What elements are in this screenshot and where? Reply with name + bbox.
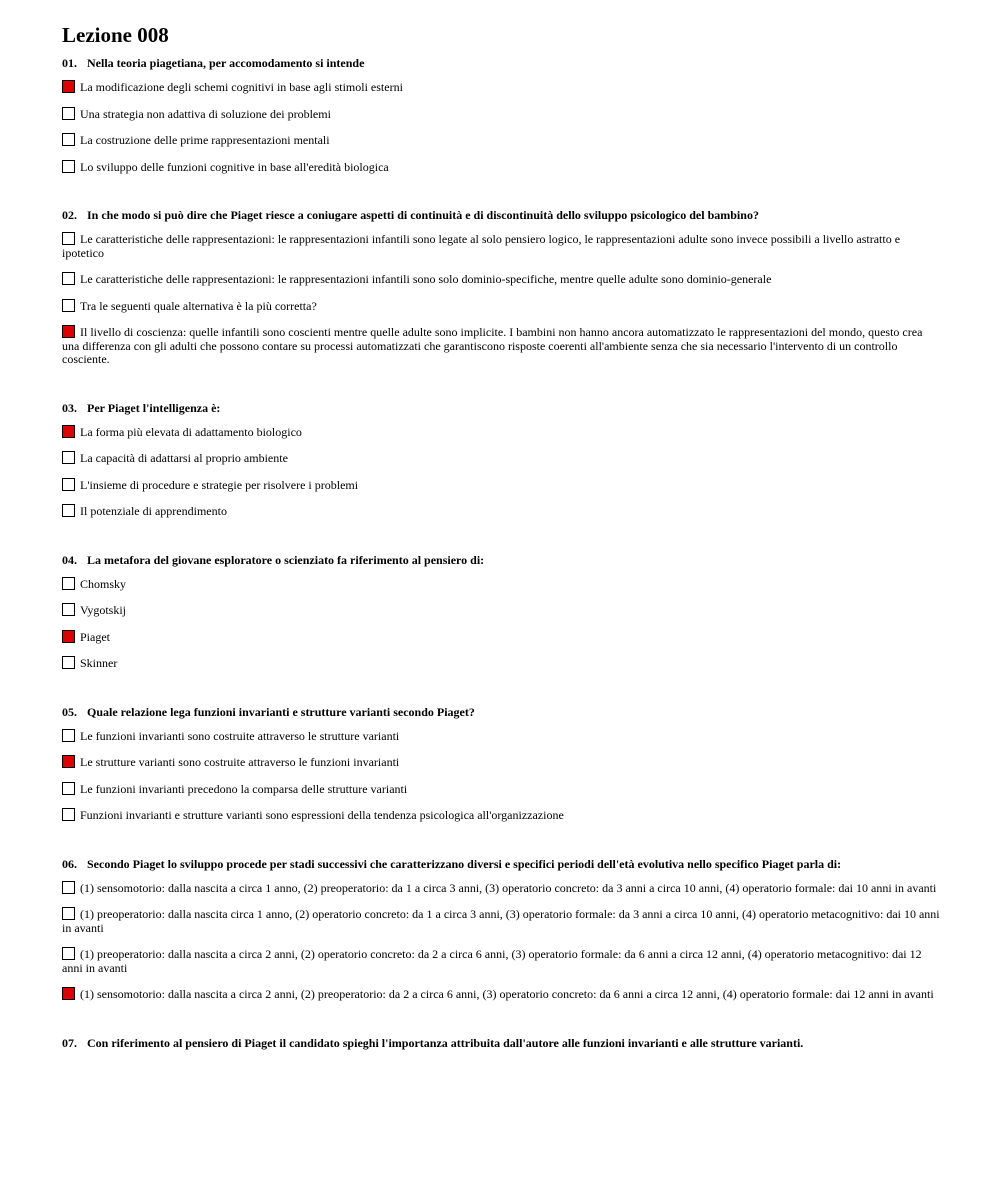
checkbox[interactable] xyxy=(62,299,75,312)
question-heading xyxy=(62,1036,942,1051)
checkbox[interactable] xyxy=(62,782,75,795)
answer-option[interactable] xyxy=(62,604,942,618)
question-heading xyxy=(62,208,942,223)
checked-checkbox[interactable] xyxy=(62,425,75,438)
answer-label: Skinner xyxy=(80,656,118,670)
answer-option[interactable] xyxy=(62,809,942,823)
checked-checkbox[interactable] xyxy=(62,80,75,93)
answer-label: (1) sensomotorio: dalla nascita a circa 2 anni, (2) preoperatorio: da 2 a circa 6 anni, (3) operatorio concreto: da 6 anni a circa 12 anni, (4) operatorio formale: dai 12 anni in avanti xyxy=(80,987,934,1001)
question-06 xyxy=(62,857,942,1028)
answer-option[interactable] xyxy=(62,273,942,287)
answer-label: Le funzioni invarianti precedono la comparsa delle strutture varianti xyxy=(80,781,408,796)
question-05 xyxy=(62,705,942,849)
answer-label: (1) preoperatorio: dalla nascita a circa 2 anni, (2) operatorio concreto: da 2 a circa 6 anni, (3) operatorio formale: da 6 anni a circa 12 anni, (4) operatorio metacognitivo: dai 12 anni in avanti xyxy=(62,947,922,975)
answer-label: Le funzioni invarianti sono costruite attraverso le strutture varianti xyxy=(80,728,400,743)
question-number: 04. xyxy=(62,552,77,567)
answer-option[interactable] xyxy=(62,505,942,519)
checkbox[interactable] xyxy=(62,881,75,894)
answer-option[interactable] xyxy=(62,81,942,95)
question-heading xyxy=(62,705,942,720)
answer-option[interactable] xyxy=(62,756,942,770)
checkbox[interactable] xyxy=(62,133,75,146)
question-number: 06. xyxy=(62,856,77,871)
checkbox[interactable] xyxy=(62,808,75,821)
answer-option[interactable] xyxy=(62,578,942,592)
question-number: 07. xyxy=(62,1035,77,1050)
answer-option[interactable] xyxy=(62,161,942,175)
question-heading xyxy=(62,56,942,71)
checked-checkbox[interactable] xyxy=(62,325,75,338)
question-number: 01. xyxy=(62,56,77,70)
question-heading xyxy=(62,553,942,568)
answer-option[interactable] xyxy=(62,948,942,975)
answer-label: Chomsky xyxy=(80,576,127,591)
checkbox[interactable] xyxy=(62,272,75,285)
answer-label: Le caratteristiche delle rappresentazioni: le rappresentazioni infantili sono legate al solo pensiero logico, le rappresentazioni adulte sono invece possibili a livello astratto e ipotetico xyxy=(62,232,901,260)
question-text: Secondo Piaget lo sviluppo procede per stadi successivi che caratterizzano diversi e specifici periodi dell'età evolutiva nello specifico Piaget parla di: xyxy=(87,856,842,871)
answer-label: La capacità di adattarsi al proprio ambiente xyxy=(80,451,288,465)
question-spacer xyxy=(62,380,942,393)
checkbox[interactable] xyxy=(62,232,75,245)
answer-option[interactable] xyxy=(62,908,942,935)
question-list xyxy=(62,56,942,1051)
answer-label: Piaget xyxy=(80,629,110,644)
answer-option[interactable] xyxy=(62,479,942,493)
question-number: 03. xyxy=(62,400,77,415)
answer-option[interactable] xyxy=(62,426,942,440)
answer-option[interactable] xyxy=(62,108,942,122)
checkbox[interactable] xyxy=(62,504,75,517)
answer-option[interactable] xyxy=(62,134,942,148)
answer-label: Le strutture varianti sono costruite attraverso le funzioni invarianti xyxy=(80,755,400,769)
page-title: Lezione 008 xyxy=(62,23,169,47)
question-01 xyxy=(62,56,942,200)
answer-label: Lo sviluppo delle funzioni cognitive in base all'eredità biologica xyxy=(80,159,389,174)
answer-label: Il potenziale di apprendimento xyxy=(80,504,227,518)
checkbox[interactable] xyxy=(62,947,75,960)
checked-checkbox[interactable] xyxy=(62,755,75,768)
answer-label: La modificazione degli schemi cognitivi in base agli stimoli esterni xyxy=(80,80,403,94)
answer-option[interactable] xyxy=(62,783,942,797)
answer-option[interactable] xyxy=(62,988,942,1002)
answer-option[interactable] xyxy=(62,300,942,314)
question-03 xyxy=(62,401,942,545)
answer-label: (1) preoperatorio: dalla nascita circa 1 anno, (2) operatorio concreto: da 1 a circa 3 anni, (3) operatorio formale: da 3 anni a circa 10 anni, (4) operatorio metacognitivo: dai 10 anni in avanti xyxy=(62,907,940,935)
answer-label: Funzioni invarianti e strutture varianti sono espressioni della tendenza psicologica all'organizzazione xyxy=(80,808,564,822)
question-text: Con riferimento al pensiero di Piaget il candidato spieghi l'importanza attribuita dall'autore alle funzioni invarianti e alle strutture varianti. xyxy=(87,1035,804,1050)
answer-option[interactable] xyxy=(62,730,942,744)
question-spacer xyxy=(62,532,942,545)
answer-label: Le caratteristiche delle rappresentazioni: le rappresentazioni infantili sono solo dominio-specifiche, mentre quelle adulte sono dominio-generale xyxy=(80,272,772,286)
question-number: 05. xyxy=(62,704,77,719)
answer-label: Tra le seguenti quale alternativa è la più corretta? xyxy=(80,298,317,313)
question-text: Per Piaget l'intelligenza è: xyxy=(87,400,221,415)
checkbox[interactable] xyxy=(62,907,75,920)
answer-label: (1) sensomotorio: dalla nascita a circa 1 anno, (2) preoperatorio: da 1 a circa 3 anni, (3) operatorio concreto: da 3 anni a circa 10 anni, (4) operatorio formale: dai 10 anni in avanti xyxy=(80,880,937,895)
question-text: Nella teoria piagetiana, per accomodamento si intende xyxy=(87,56,365,70)
question-04 xyxy=(62,553,942,697)
checkbox[interactable] xyxy=(62,656,75,669)
answer-option[interactable] xyxy=(62,631,942,645)
answer-label: La forma più elevata di adattamento biologico xyxy=(80,424,302,439)
checkbox[interactable] xyxy=(62,478,75,491)
answer-option[interactable] xyxy=(62,326,942,367)
answer-label: Una strategia non adattiva di soluzione dei problemi xyxy=(80,106,331,121)
question-number: 02. xyxy=(62,208,77,222)
document-page xyxy=(62,22,942,1061)
question-text: La metafora del giovane esploratore o scienziato fa riferimento al pensiero di: xyxy=(87,552,485,567)
checkbox[interactable] xyxy=(62,160,75,173)
question-02 xyxy=(62,208,942,393)
checkbox[interactable] xyxy=(62,577,75,590)
question-spacer xyxy=(62,836,942,849)
answer-option[interactable] xyxy=(62,657,942,671)
question-spacer xyxy=(62,1015,942,1028)
question-text: In che modo si può dire che Piaget riesce a coniugare aspetti di continuità e di discontinuità dello sviluppo psicologico del bambino? xyxy=(87,208,759,222)
checkbox[interactable] xyxy=(62,451,75,464)
question-07 xyxy=(62,1036,942,1051)
answer-option[interactable] xyxy=(62,233,942,260)
checkbox[interactable] xyxy=(62,107,75,120)
checked-checkbox[interactable] xyxy=(62,987,75,1000)
question-heading xyxy=(62,401,942,416)
answer-option[interactable] xyxy=(62,452,942,466)
answer-label: La costruzione delle prime rappresentazioni mentali xyxy=(80,133,330,147)
question-heading xyxy=(62,857,942,872)
question-spacer xyxy=(62,684,942,697)
checkbox[interactable] xyxy=(62,603,75,616)
checkbox[interactable] xyxy=(62,729,75,742)
checked-checkbox[interactable] xyxy=(62,630,75,643)
answer-label: Il livello di coscienza: quelle infantili sono coscienti mentre quelle adulte sono implicite. I bambini non hanno ancora automatizzato le rappresentazioni del mondo, questo crea una differenza con gli adulti che possono contare su processi automatizzati che garantiscono risposte coerenti all'ambiente senza che sia necessario l'intervento di un controllo cosciente. xyxy=(62,325,923,366)
answer-option[interactable] xyxy=(62,882,942,896)
question-spacer xyxy=(62,187,942,200)
question-text: Quale relazione lega funzioni invarianti e strutture varianti secondo Piaget? xyxy=(87,704,475,719)
answer-label: L'insieme di procedure e strategie per risolvere i problemi xyxy=(80,477,359,492)
answer-label: Vygotskij xyxy=(80,603,127,617)
